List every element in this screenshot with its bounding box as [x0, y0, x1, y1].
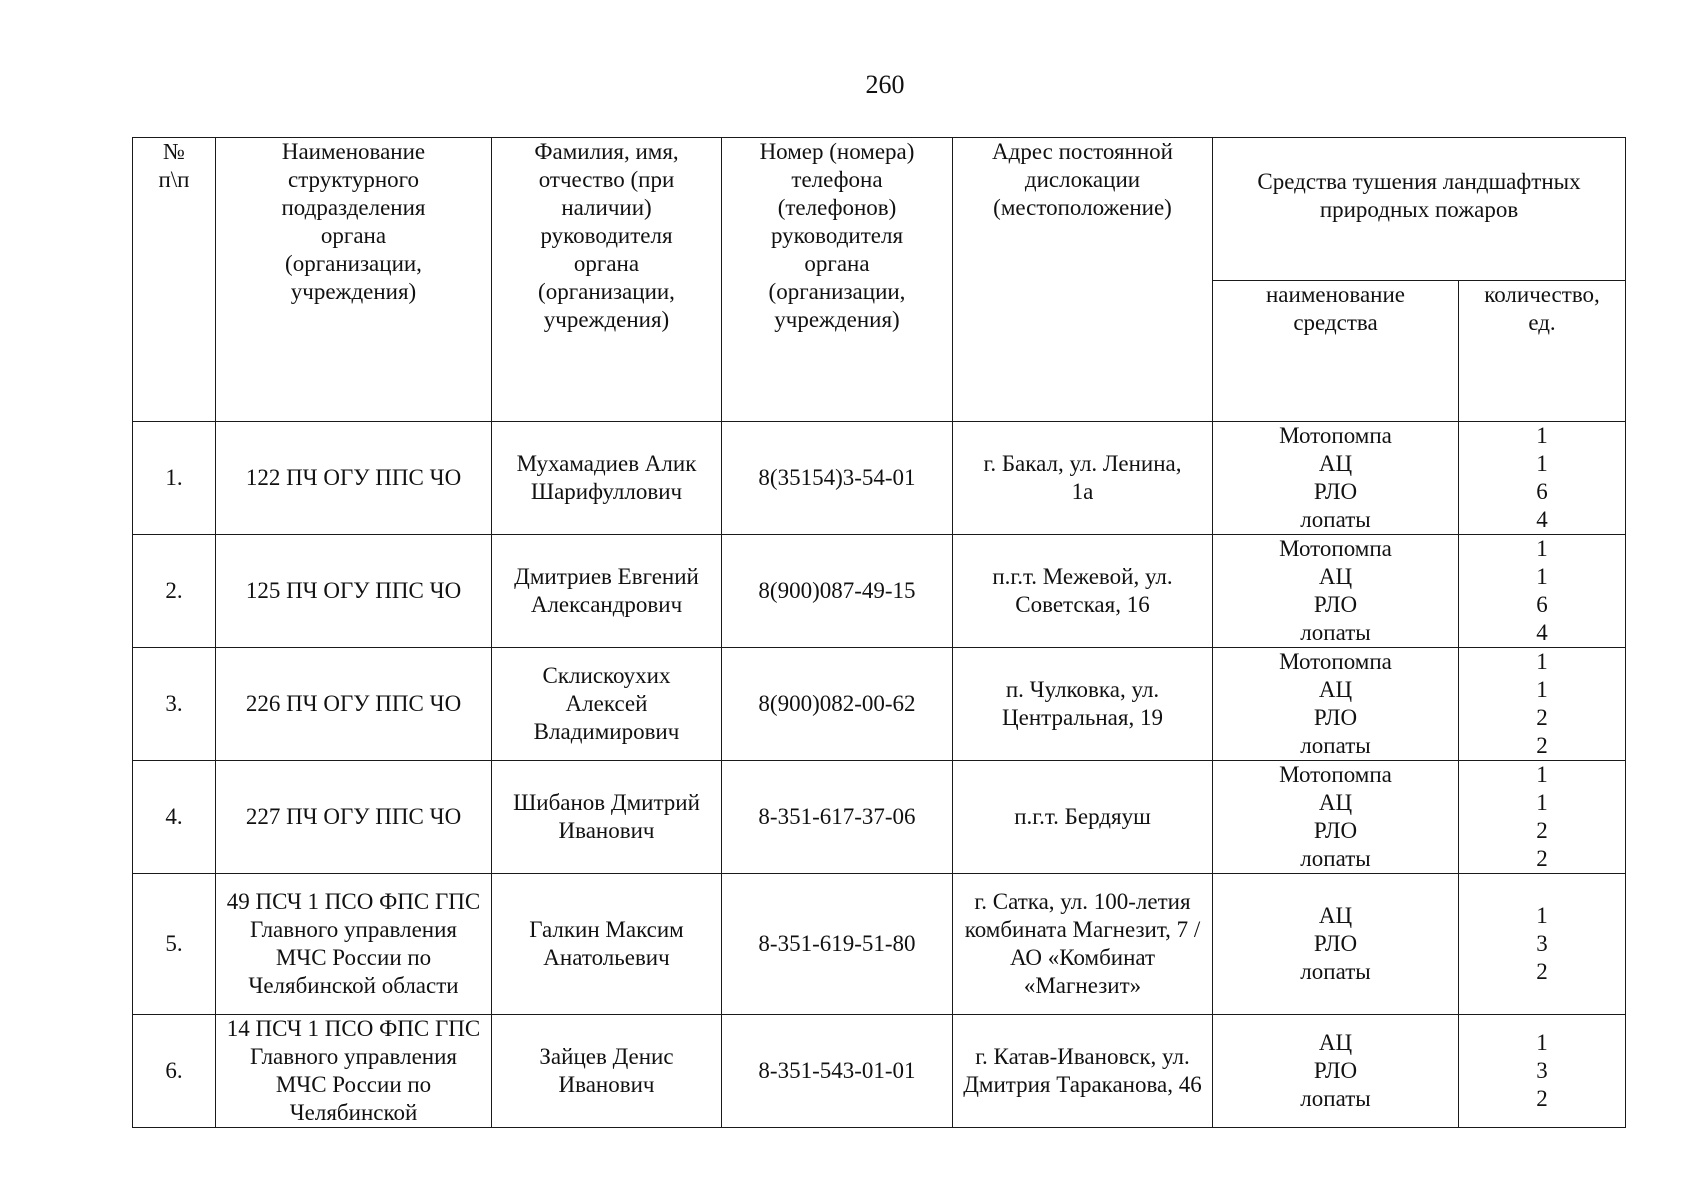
table-row	[133, 1015, 1626, 1128]
means-names	[1213, 535, 1459, 648]
quantity-item: 2	[1536, 818, 1548, 843]
means-item: Мотопомпа	[1279, 423, 1392, 448]
means-item: АЦ	[1318, 1030, 1353, 1055]
means-item: АЦ	[1318, 790, 1353, 815]
quantity-item: 1	[1536, 649, 1548, 674]
means-quantities	[1459, 535, 1626, 648]
means-item: лопаты	[1300, 846, 1371, 871]
quantity-item: 4	[1536, 620, 1548, 645]
phone-number: 8(35154)3-54-01	[722, 422, 953, 535]
means-item: АЦ	[1318, 903, 1353, 928]
header-means-qty-text: количество, ед.	[1484, 282, 1600, 335]
table-row	[133, 422, 1626, 535]
means-quantities	[1459, 422, 1626, 535]
quantity-item: 2	[1536, 1086, 1548, 1111]
quantity-item: 1	[1536, 762, 1548, 787]
means-item: РЛО	[1313, 818, 1358, 843]
quantity-item: 4	[1536, 507, 1548, 532]
address: п.г.т. Бердяуш	[953, 761, 1213, 874]
row-number: 4.	[133, 761, 216, 874]
head-name: Зайцев Денис Иванович	[492, 1015, 722, 1128]
row-number: 5.	[133, 874, 216, 1015]
quantity-item: 1	[1536, 423, 1548, 448]
header-phone	[722, 138, 953, 422]
address: п. Чулковка, ул. Центральная, 19	[953, 648, 1213, 761]
quantity-item: 1	[1536, 677, 1548, 702]
quantity-item: 1	[1536, 451, 1548, 476]
address: г. Катав-Ивановск, ул. Дмитрия Тараканова, 46	[953, 1015, 1213, 1128]
table-row	[133, 535, 1626, 648]
means-item: лопаты	[1300, 959, 1371, 984]
means-quantities	[1459, 874, 1626, 1015]
address: г. Сатка, ул. 100-летия комбината Магнезит, 7 /АО «Комбинат «Магнезит»	[953, 874, 1213, 1015]
means-item: РЛО	[1313, 1058, 1358, 1083]
row-number: 3.	[133, 648, 216, 761]
head-name: Шибанов Дмитрий Иванович	[492, 761, 722, 874]
phone-number: 8-351-619-51-80	[722, 874, 953, 1015]
means-quantities	[1459, 1015, 1626, 1128]
means-quantities	[1459, 648, 1626, 761]
header-head-name-text: Фамилия, имя, отчество (при наличии) руководителя органа (организации, учреждения)	[534, 139, 679, 332]
means-names	[1213, 1015, 1459, 1128]
means-item: Мотопомпа	[1279, 762, 1392, 787]
header-address-text: Адрес постоянной дислокации (местоположение)	[992, 139, 1173, 220]
quantity-item: 2	[1536, 959, 1548, 984]
head-name: Галкин Максим Анатольевич	[492, 874, 722, 1015]
means-quantities	[1459, 761, 1626, 874]
quantity-item: 1	[1536, 536, 1548, 561]
row-number: 1.	[133, 422, 216, 535]
unit-name: 122 ПЧ ОГУ ППС ЧО	[216, 422, 492, 535]
means-item: лопаты	[1300, 733, 1371, 758]
means-item: РЛО	[1313, 592, 1358, 617]
page-number: 260	[865, 70, 905, 99]
header-phone-text: Номер (номера) телефона (телефонов) руководителя органа (организации, учреждения)	[759, 139, 915, 332]
quantity-item: 3	[1536, 931, 1548, 956]
address: п.г.т. Межевой, ул. Советская, 16	[953, 535, 1213, 648]
head-name: Дмитриев Евгений Александрович	[492, 535, 722, 648]
table-row	[133, 874, 1626, 1015]
unit-name: 125 ПЧ ОГУ ППС ЧО	[216, 535, 492, 648]
header-means-qty	[1459, 281, 1626, 422]
row-number: 2.	[133, 535, 216, 648]
quantity-item: 1	[1536, 790, 1548, 815]
fire-means-table	[132, 137, 1626, 1128]
header-means-group	[1213, 138, 1626, 281]
means-item: лопаты	[1300, 620, 1371, 645]
means-item: РЛО	[1313, 705, 1358, 730]
quantity-item: 6	[1536, 592, 1548, 617]
phone-number: 8-351-543-01-01	[722, 1015, 953, 1128]
quantity-item: 1	[1536, 903, 1548, 928]
header-head-name	[492, 138, 722, 422]
phone-number: 8(900)087-49-15	[722, 535, 953, 648]
means-item: АЦ	[1318, 677, 1353, 702]
means-names	[1213, 761, 1459, 874]
means-names	[1213, 422, 1459, 535]
means-item: Мотопомпа	[1279, 649, 1392, 674]
header-unit-text: Наименование структурного подразделения органа (организации, учреждения)	[281, 139, 426, 304]
unit-name: 49 ПСЧ 1 ПСО ФПС ГПС Главного управления МЧС России по Челябинской области	[216, 874, 492, 1015]
head-name: Склискоухих Алексей Владимирович	[492, 648, 722, 761]
quantity-item: 6	[1536, 479, 1548, 504]
header-unit	[216, 138, 492, 422]
unit-name: 226 ПЧ ОГУ ППС ЧО	[216, 648, 492, 761]
header-means-name-text: наименование средства	[1266, 282, 1405, 335]
phone-number: 8(900)082-00-62	[722, 648, 953, 761]
header-means-group-text: Средства тушения ландшафтных природных пожаров	[1257, 169, 1581, 222]
quantity-item: 2	[1536, 846, 1548, 871]
quantity-item: 1	[1536, 1030, 1548, 1055]
quantity-item: 2	[1536, 733, 1548, 758]
quantity-item: 2	[1536, 705, 1548, 730]
header-address	[953, 138, 1213, 422]
means-item: лопаты	[1300, 507, 1371, 532]
means-names	[1213, 874, 1459, 1015]
means-item: Мотопомпа	[1279, 536, 1392, 561]
address: г. Бакал, ул. Ленина, 1а	[953, 422, 1213, 535]
header-means-name	[1213, 281, 1459, 422]
means-item: лопаты	[1300, 1086, 1371, 1111]
header-number-text: № п\п	[158, 139, 190, 192]
means-item: РЛО	[1313, 931, 1358, 956]
means-item: АЦ	[1318, 451, 1353, 476]
unit-name: 227 ПЧ ОГУ ППС ЧО	[216, 761, 492, 874]
row-number: 6.	[133, 1015, 216, 1128]
phone-number: 8-351-617-37-06	[722, 761, 953, 874]
head-name: Мухамадиев Алик Шарифуллович	[492, 422, 722, 535]
unit-name: 14 ПСЧ 1 ПСО ФПС ГПС Главного управления МЧС России по Челябинской	[216, 1015, 492, 1128]
header-number	[133, 138, 216, 422]
quantity-item: 3	[1536, 1058, 1548, 1083]
means-names	[1213, 648, 1459, 761]
means-item: АЦ	[1318, 564, 1353, 589]
table-row	[133, 761, 1626, 874]
table-row	[133, 648, 1626, 761]
quantity-item: 1	[1536, 564, 1548, 589]
means-item: РЛО	[1313, 479, 1358, 504]
